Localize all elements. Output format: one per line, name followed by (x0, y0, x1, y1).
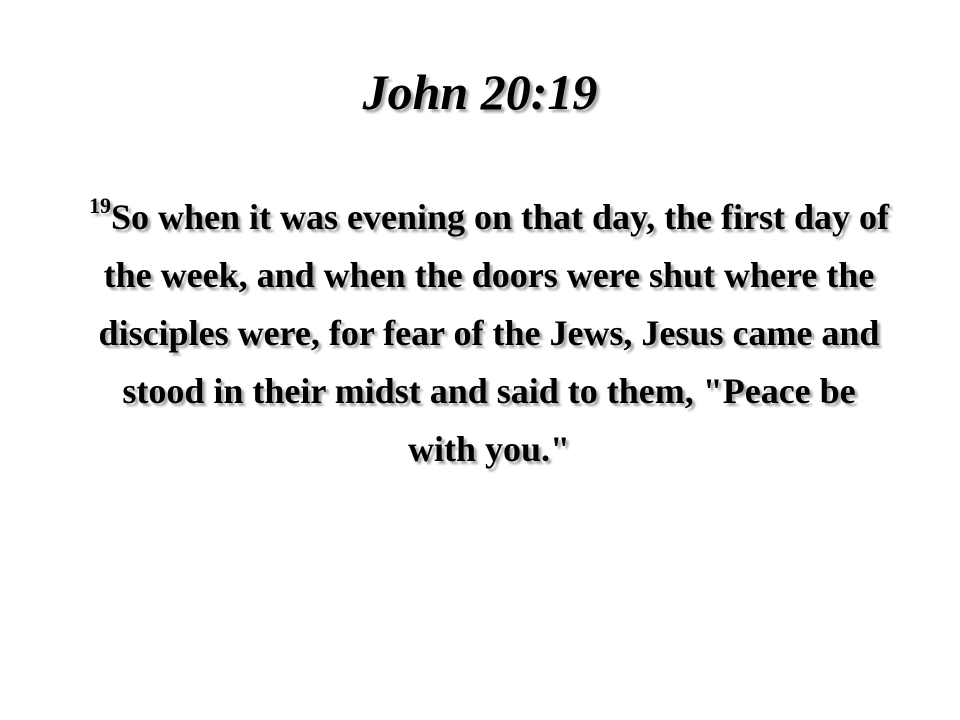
verse-paragraph (86, 188, 892, 478)
verse-text: So when it was evening on that day, the first day of the week, and when the doors were shut where the disciples were, for fear of the Jews, Jesus came and stood in their midst and said to them, "Peace be with you." (98, 197, 890, 469)
verse-number: 19 (88, 193, 111, 218)
slide-title: John 20:19 (362, 64, 598, 120)
